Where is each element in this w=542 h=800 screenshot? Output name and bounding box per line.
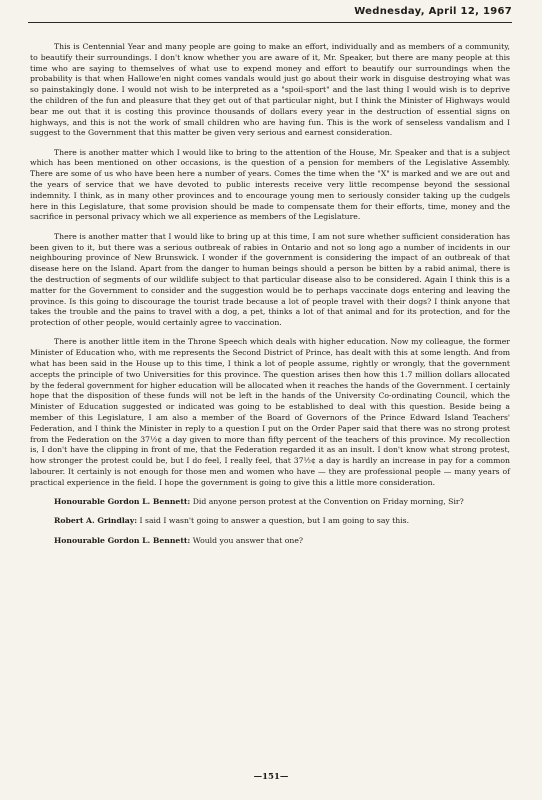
speech-text: Did anyone person protest at the Convention on Friday morning, Sir?: [192, 497, 464, 507]
header-rule: [28, 22, 512, 23]
speaker-name: Honourable Gordon L. Bennett:: [54, 535, 191, 545]
paragraph-rabies: There is another matter that I would like to bring up at this time, I am not sure whether sufficient consideration has been given to it, but there was a serious outbreak of rabies in Ontario and not so long ago a number of incidents in our neighbouring province of New Brunswick. I wonder if the government is considering the impact of an outbreak of that disease here on the Island. Apart from the danger to human beings should a person be bitten by a rabid animal, there is the destruction of segments of our wildlife subject to that particular disease also to be considered. Again I think this is a matter for the Government to consider and the suggestion would be to perhaps vaccinate dogs entering and leaving the province. Is this going to discourage the tourist trade because a lot of people travel with their dogs? I think anyone that takes the trouble and the pains to travel with a dog, a pet, thinks a lot of that animal and for its protection, and for the protection of other people, would certainly agree to vaccination.: [30, 231, 510, 328]
page-number: —151—: [253, 772, 289, 782]
exchange-bennett-question: [30, 497, 510, 508]
document-body: [30, 42, 510, 555]
paragraph-vandalism: This is Centennial Year and many people are going to make an effort, individually and as members of a community, to beautify their surroundings. I don't know whether you are aware of it, Mr. Speaker, but there are many people at this time who are saying to themselves of what use to expend money and effort to beautify our surroundings when the probability is that when Hallowe'en night comes vandals would just go about their work in disguise destroying what was so painstakingly done. I would not wish to be interpreted as a "spoil-sport" and the last thing I would wish is to deprive the children of the fun and pleasure that they get out of that particular night, but I think the Minister of Highways would bear me out that it is costing this province thousands of dollars every year in the destruction of essential signs on highways, and this is not the work of small children who are having fun. This is the work of senseless vandalism and I suggest to the Government that this matter be given very serious and earnest consideration.: [30, 42, 510, 138]
speech-text: I said I wasn't going to answer a question, but I am going to say this.: [139, 516, 410, 526]
page-header-date: Wednesday, April 12, 1967: [354, 6, 512, 17]
speaker-name: Honourable Gordon L. Bennett:: [54, 497, 191, 507]
exchange-grindlay-reply: [30, 516, 510, 527]
paragraph-pension: There is another matter which I would like to bring to the attention of the House, Mr. Speaker and that is a subject which has been mentioned on other occasions, is the question of a pension for members of the Legislative Assembly. There are some of us who have been here a number of years. Comes the time when the "X" is marked and we are out and the years of service that we have devoted to public interests receive very little recompense beyond the sessional indemnity. I think, as in many other provinces and to encourage young men to seriously consider taking up the cudgels here in this Legislature, that some provision should be made to compensate them for their efforts, time, money and the sacrifice in personal privacy which we all experience as members of the Legislature.: [30, 147, 510, 222]
paragraph-education: There is another little item in the Throne Speech which deals with higher education. Now my colleague, the former Minister of Education who, with me represents the Second District of Prince, has dealt with this at some length. And from what has been said in the House up to this time, I think a lot of people assume, rightly or wrongly, that the government accepts the principle of two Universities for this province. The question arises then how this 1.7 million dollars allocated by the federal government for higher education will be allocated when it reaches the hands of the Government. I certainly hope that the disposition of these funds will not be left in the hands of the University Co-ordinating Council, which the Minister of Education suggested or indicated was going to be established to deal with this question. Beside being a member of this Legislature, I am also a member of the Board of Governors of the Prince Edward Island Teachers' Federation, and I think the Minister in reply to a question I put on the Order Paper said that there was no strong protest from the Federation on the 37½¢ a day given to more than fifty percent of the teachers of this province. My recollection is, I don't have the clipping in front of me, that the Federation regarded it as an insult. I don't know what strong protest, how stronger the protest could be, but I do feel, I really feel, that 37½¢ a day is hardly an increase in pay for a common labourer. It certainly is not enough for those men and women who have — they are professional people — many years of practical experience in the field. I hope the government is going to give this a little more consideration.: [30, 337, 510, 487]
speech-text: Would you answer that one?: [192, 535, 304, 545]
speaker-name: Robert A. Grindlay:: [54, 516, 138, 526]
exchange-bennett-followup: [30, 536, 510, 547]
